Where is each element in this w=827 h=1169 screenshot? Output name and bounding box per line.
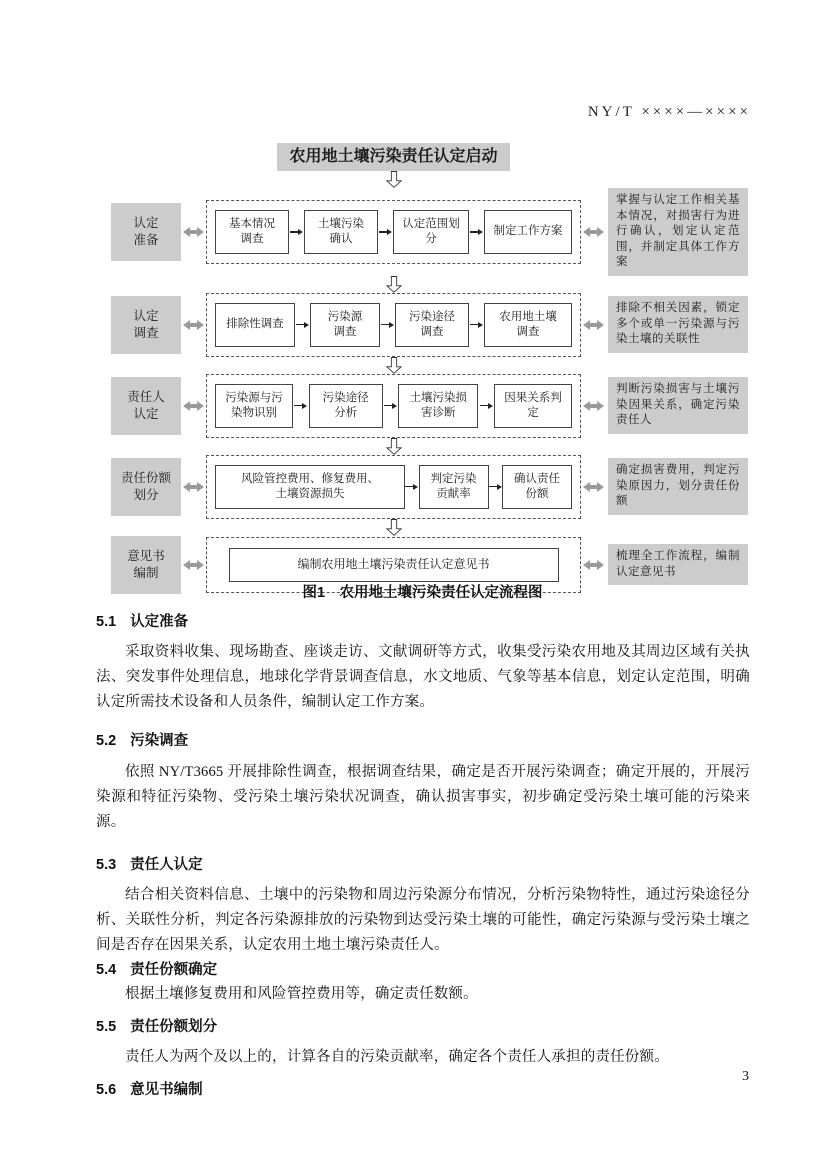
step-box: 确认责任 份额 (502, 465, 572, 509)
section-title: 认定准备 (130, 614, 189, 630)
step-box: 认定范围划 分 (393, 210, 469, 254)
step-box: 农用地土壤 调查 (484, 303, 572, 347)
section-heading (96, 855, 750, 875)
flow-row-responsible-party (96, 374, 749, 438)
section-title: 责任份额划分 (130, 1019, 218, 1035)
section-number: 5.4 (96, 962, 117, 978)
arrow-right-icon (384, 403, 397, 409)
section-body: 采取资料收集、现场勘查、座谈走访、文献调研等方式，收集受污染农用地及其周边区域有关执法、突发事件处理信息，地球化学背景调查信息，水文地质、气象等基本信息，划定认定范围，明确认定所需技术设备和人员条件，编制认定工作方案。 (96, 644, 750, 710)
arrow-right-icon (470, 229, 483, 235)
section-heading (96, 1017, 750, 1037)
step-box: 判定污染 贡献率 (419, 465, 489, 509)
arrow-right-icon (480, 403, 493, 409)
stage-label: 意见书 编制 (111, 536, 181, 594)
step-box: 污染源 调查 (310, 303, 380, 347)
stage-steps-container (206, 293, 581, 357)
section-heading (96, 960, 750, 980)
step-box: 因果关系判 定 (494, 384, 572, 428)
arrow-right-icon (290, 229, 303, 235)
stage-note: 梳理全工作流程，编制认定意见书 (608, 544, 748, 585)
section-number: 5.2 (96, 733, 117, 749)
flow-down-arrow-icon (206, 357, 581, 374)
arrow-right-icon (470, 322, 483, 328)
section-number: 5.3 (96, 857, 117, 873)
double-arrow-icon (183, 320, 204, 330)
stage-steps-container (206, 455, 581, 519)
section-number: 5.1 (96, 614, 117, 630)
arrow-right-icon (381, 322, 394, 328)
stage-note: 判断污染损害与土壤污染因果关系，确定污染责任人 (608, 377, 748, 434)
step-box: 污染途径 调查 (395, 303, 469, 347)
stage-note: 确定损害费用，判定污染原因力，划分责任份额 (608, 458, 748, 515)
double-arrow-icon (183, 401, 204, 411)
step-box: 编制农用地土壤污染责任认定意见书 (229, 548, 559, 582)
step-box: 排除性调查 (215, 303, 295, 347)
stage-steps-container (206, 374, 581, 438)
step-box: 土壤污染 确认 (304, 210, 378, 254)
flowchart-figure (96, 143, 749, 594)
arrow-right-icon (294, 403, 307, 409)
step-box: 污染途径 分析 (309, 384, 383, 428)
double-arrow-icon (583, 401, 604, 411)
flow-down-arrow-icon (206, 438, 581, 455)
step-box: 污染源与污 染物识别 (215, 384, 293, 428)
flow-down-arrow-icon (206, 276, 581, 293)
flow-row-preparation (96, 188, 749, 276)
section-body: 责任人为两个及以上的，计算各自的污染贡献率，确定各个责任人承担的责任份额。 (125, 1049, 669, 1065)
section-title: 责任份额确定 (130, 962, 218, 978)
flow-row-share-division (96, 455, 749, 519)
double-arrow-icon (183, 482, 204, 492)
double-arrow-icon (183, 560, 204, 570)
double-arrow-icon (183, 227, 204, 237)
section-body: 结合相关资料信息、土壤中的污染物和周边污染源分布情况，分析污染物特性，通过污染途径分析、关联性分析，判定各污染源排放的污染物到达受污染土壤的可能性，确定污染源与受污染土壤之间是否存在因果关系，认定农用土地土壤污染责任人。 (96, 887, 750, 953)
double-arrow-icon (583, 227, 604, 237)
step-box: 风险管控费用、修复费用、 土壤资源损失 (215, 465, 405, 509)
step-box: 基本情况 调查 (215, 210, 289, 254)
double-arrow-icon (583, 320, 604, 330)
section-heading (96, 731, 750, 751)
flow-row-investigation (96, 293, 749, 357)
stage-label: 认定 准备 (111, 203, 181, 261)
arrow-right-icon (405, 484, 418, 490)
section-title: 污染调查 (130, 733, 189, 749)
arrow-right-icon (379, 229, 392, 235)
flow-down-arrow-icon (206, 519, 581, 536)
document-body (96, 612, 750, 1100)
section-title: 责任人认定 (130, 857, 203, 873)
flow-start-row (206, 143, 581, 171)
flow-down-arrow-icon (206, 171, 581, 188)
flow-start-node: 农用地土壤污染责任认定启动 (277, 143, 509, 171)
stage-note: 掌握与认定工作相关基本情况，对损害行为进行确认，划定认定范围，并制定具体工作方案 (608, 188, 748, 276)
step-box: 土壤污染损 害诊断 (398, 384, 478, 428)
section-number: 5.5 (96, 1019, 117, 1035)
section-body: 根据土壤修复费用和风险管控费用等，确定责任数额。 (125, 986, 478, 1002)
section-body: 依照 NY/T3665 开展排除性调查，根据调查结果，确定是否开展污染调查；确定开展的，开展污染源和特征污染物、受污染土壤污染状况调查，确认损害事实，初步确定受污染土壤可能的污染来源。 (96, 764, 750, 830)
stage-label: 责任份额 划分 (111, 458, 181, 516)
page-number: 3 (742, 1069, 749, 1084)
section-heading (96, 1080, 750, 1100)
section-heading (96, 612, 750, 632)
stage-label: 认定 调查 (111, 296, 181, 354)
stage-note: 排除不相关因素，锁定多个或单一污染源与污染土壤的关联性 (608, 296, 748, 353)
stage-steps-container (206, 200, 581, 264)
double-arrow-icon (583, 560, 604, 570)
stage-label: 责任人 认定 (111, 377, 181, 435)
arrow-right-icon (489, 484, 502, 490)
figure-caption: 图1 农用地土壤污染责任认定流程图 (302, 585, 543, 601)
standard-code: NY/T ××××—×××× (587, 104, 751, 120)
double-arrow-icon (583, 482, 604, 492)
step-box: 制定工作方案 (484, 210, 572, 254)
section-title: 意见书编制 (130, 1082, 203, 1098)
section-number: 5.6 (96, 1082, 117, 1098)
arrow-right-icon (296, 322, 309, 328)
